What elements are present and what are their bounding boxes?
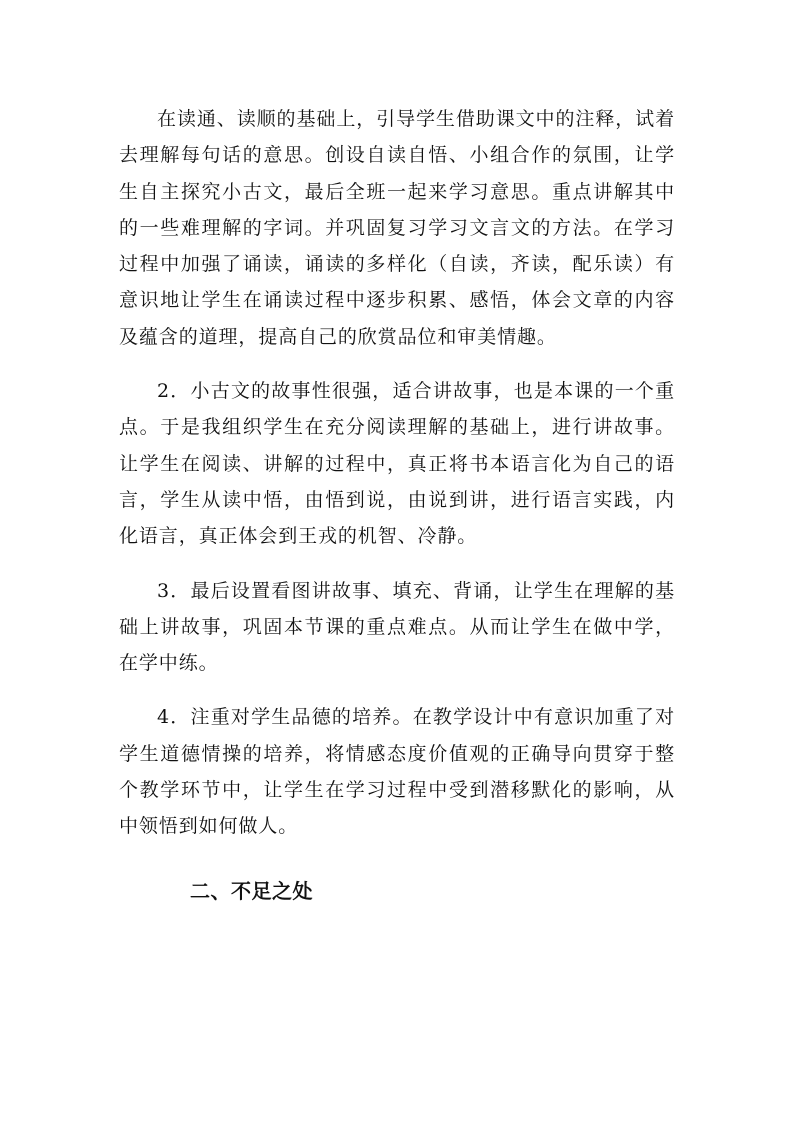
section-heading-shortcomings: 二、不足之处: [190, 878, 313, 903]
paragraph-storytelling: 2．小古文的故事性很强，适合讲故事，也是本课的一个重点。于是我组织学生在充分阅读理解的基础上，进行讲故事。让学生在阅读、讲解的过程中，真正将书本语言化为自己的语言，学生从读中悟，由悟到说，由说到讲，进行语言实践，内化语言，真正体会到王戎的机智、冷静。: [119, 380, 675, 548]
paragraph-moral-education: 4．注重对学生品德的培养。在教学设计中有意识加重了对学生道德情操的培养，将情感态度价值观的正确导向贯穿于整个教学环节中，让学生在学习过程中受到潜移默化的影响，从中领悟到如何做人。: [119, 706, 675, 838]
paragraph-reading-comprehension: 在读通、读顺的基础上，引导学生借助课文中的注释，试着去理解每句话的意思。创设自读自悟、小组合作的氛围，让学生自主探究小古文，最后全班一起来学习意思。重点讲解其中的一些难理解的字词。并巩固复习学习文言文的方法。在学习过程中加强了诵读，诵读的多样化（自读，齐读，配乐读）有意识地让学生在诵读过程中逐步积累、感悟，体会文章的内容及蕴含的道理，提高自己的欣赏品位和审美情趣。: [119, 108, 675, 348]
paragraph-picture-story: 3．最后设置看图讲故事、填充、背诵，让学生在理解的基础上讲故事，巩固本节课的重点难点。从而让学生在做中学，在学中练。: [119, 579, 675, 675]
document-body: [119, 101, 675, 909]
